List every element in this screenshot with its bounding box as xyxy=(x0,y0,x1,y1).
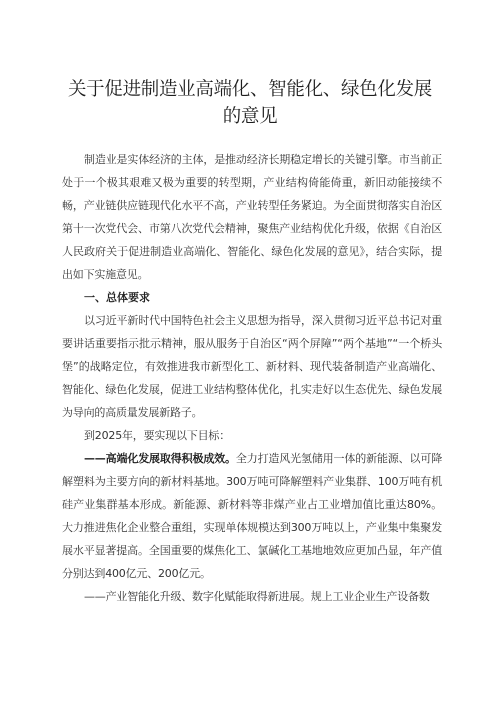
goal-1-text: 全力打造风光氢储用一体的新能源、以可降解塑料为主要方向的新材料基地。300万吨可降解塑料产业集群、100万吨有机硅产业集群基本形成。新能源、新材料等非煤产业占工业增加值比重达80%。大力推进焦化企业整合重组，实现单体规模达到300万吨以上，产业集中集聚发展水平显著提高。全国重要的煤焦化工、氯碱化工基地地效应更加凸显，年产值分别达到400亿元、200亿元。 xyxy=(62,452,442,580)
section-heading-general-requirements: 一、总体要求 xyxy=(84,291,150,304)
goal-1-paragraph xyxy=(62,447,442,585)
intro-paragraph: 制造业是实体经济的主体，是推动经济长期稳定增长的关键引擎。市当前正处于一个极其艰难又极为重要的转型期，产业结构倚能倚重，新旧动能接续不畅，产业链供应链现代化水平不高，产业转型任务紧迫。为全面贯彻落实自治区第十一次党代会、市第八次党代会精神，聚焦产业结构优化升级，依据《自治区人民政府关于促进制造业高端化、智能化、绿色化发展的意见》，结合实际，提出如下实施意见。 xyxy=(62,153,442,281)
document-body xyxy=(62,148,442,608)
document-title xyxy=(40,76,460,130)
title-line-1: 关于促进制造业高端化、智能化、绿色化发展 xyxy=(67,79,432,100)
guiding-paragraph: 以习近平新时代中国特色社会主义思想为指导，深入贯彻习近平总书记对重要讲话重要指示批示精神，服从服务于自治区“两个屏障”“两个基地”“一个桥头堡”的战略定位，有效推进我市新型化工、新材料、现代装备制造产业高端化、智能化、绿色化发展，促进工业结构整体优化，扎实走好以生态优先、绿色发展为导向的高质量发展新路子。 xyxy=(62,314,442,419)
goals-intro: 到2025年，要实现以下目标： xyxy=(84,429,230,442)
goal-1-lead: ——高端化发展取得积极成效。 xyxy=(84,452,236,465)
title-line-2: 的意见 xyxy=(222,106,278,127)
goal-2-paragraph: ——产业智能化升级、数字化赋能取得新进展。规上工业企业生产设备数 xyxy=(84,590,430,603)
